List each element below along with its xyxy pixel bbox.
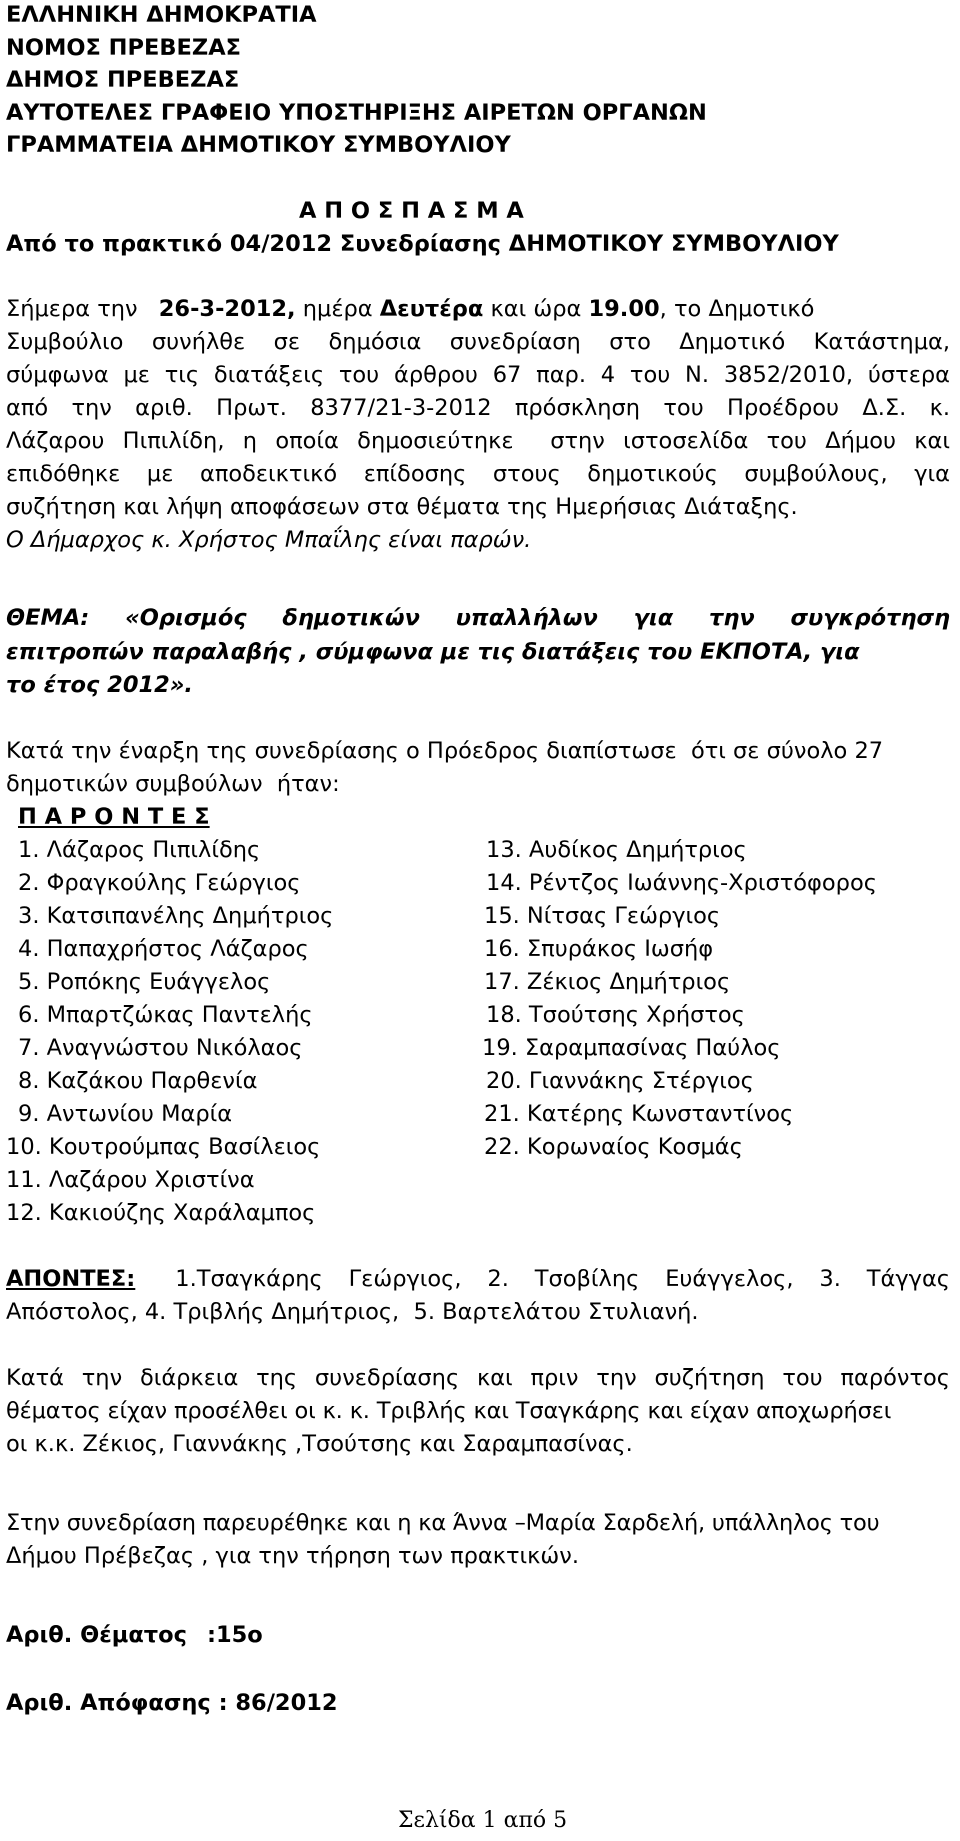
document-title: Α Π Ο Σ Π Α Σ Μ Α [299,198,524,224]
subject-line-2: επιτροπών παραλαβής , σύμφωνα με τις διατάξεις του ΕΚΠΟΤΑ, για [6,639,860,665]
list-item: 3. Κατσιπανέλης Δημήτριος [18,903,334,929]
absent-line-2: Απόστολος, 4. Τριβλής Δημήτριος, 5. Βαρτελάτου Στυλιανή. [6,1299,699,1325]
list-item: 15. Νίτσας Γεώργιος [484,903,721,929]
meeting-hour: 19.00 [588,296,660,322]
list-item: 18. Τσούτσης Χρήστος [486,1002,745,1028]
intro-text: και ώρα [490,296,582,322]
header-line-secretariat: ΓΡΑΜΜΑΤΕΙΑ ΔΗΜΟΤΙΚΟΥ ΣΥΜΒΟΥΛΙΟΥ [6,132,511,158]
intro-line-6: επιδόθηκε με αποδεικτικό επίδοσης στους δημοτικούς συμβούλους, για [6,461,950,487]
absent-line-1 [6,1266,950,1292]
list-item: 17. Ζέκιος Δημήτριος [484,969,731,995]
intro-text: ημέρα [302,296,373,322]
intro-line-5: Λάζαρου Πιπιλίδη, η οποία δημοσιεύτηκε στην ιστοσελίδα του Δήμου και [6,428,950,454]
intro-line-7: συζήτηση και λήψη αποφάσεων στα θέματα της Ημερήσιας Διάταξης. [6,494,798,520]
decision-number: Αριθ. Απόφασης : 86/2012 [6,1690,338,1716]
intro-line-1 [6,296,814,322]
item-number-label: Αριθ. Θέματος [6,1622,187,1648]
list-item: 19. Σαραμπασίνας Παύλος [482,1035,781,1061]
header-line-republic: ΕΛΛΗΝΙΚΗ ΔΗΜΟΚΡΑΤΙΑ [6,2,317,28]
list-item: 9. Αντωνίου Μαρία [18,1101,233,1127]
list-item: 22. Κορωναίος Κοσμάς [484,1134,743,1160]
attendance-intro-line-1: Κατά την έναρξη της συνεδρίασης ο Πρόεδρος διαπίστωσε ότι σε σύνολο 27 [6,738,884,764]
absent-text: 1.Τσαγκάρης Γεώργιος, 2. Τσοβίλης Ευάγγελος, 3. Τάγγας [175,1266,950,1292]
list-item: 21. Κατέρης Κωνσταντίνος [484,1101,794,1127]
list-item: 1. Λάζαρος Πιπιλίδης [18,837,261,863]
list-item: 4. Παπαχρήστος Λάζαρος [18,936,309,962]
list-item: 11. Λαζάρου Χριστίνα [6,1167,255,1193]
list-item: 7. Αναγνώστου Νικόλαος [18,1035,303,1061]
intro-text: Σήμερα την [6,296,138,322]
subject-line-3: το έτος 2012». [6,672,193,698]
list-item: 16. Σπυράκος Ιωσήφ [484,936,714,962]
list-item: 12. Κακιούζης Χαράλαμπος [6,1200,316,1226]
list-item: 8. Καζάκου Παρθενία [18,1068,258,1094]
list-item: 13. Αυδίκος Δημήτριος [486,837,747,863]
item-number-value: :15ο [207,1622,263,1648]
clerk-line-2: Δήμου Πρέβεζας , για την τήρηση των πρακτικών. [6,1543,579,1569]
meeting-date: 26-3-2012, [158,296,296,322]
list-item: 10. Κουτρούμπας Βασίλειος [6,1134,321,1160]
list-item: 5. Ροπόκης Ευάγγελος [18,969,271,995]
header-line-municipality: ΔΗΜΟΣ ΠΡΕΒΕΖΑΣ [6,67,240,93]
list-item: 14. Ρέντζος Ιωάννης-Χριστόφορος [486,870,877,896]
during-line-1: Κατά την διάρκεια της συνεδρίασης και πριν την συζήτηση του παρόντος [6,1365,950,1391]
list-item: 2. Φραγκούλης Γεώργιος [18,870,301,896]
present-label: Π Α Ρ Ο Ν Τ Ε Σ [18,804,210,830]
list-item: 6. Μπαρτζώκας Παντελής [18,1002,313,1028]
intro-text: , το Δημοτικό [659,296,815,322]
document-subtitle: Από το πρακτικό 04/2012 Συνεδρίασης ΔΗΜΟΤΙΚΟΥ ΣΥΜΒΟΥΛΙΟΥ [6,231,839,257]
meeting-day: Δευτέρα [379,296,484,322]
header-line-office: ΑΥΤΟΤΕΛΕΣ ΓΡΑΦΕΙΟ ΥΠΟΣΤΗΡΙΞΗΣ ΑΙΡΕΤΩΝ ΟΡΓΑΝΩΝ [6,100,707,126]
absent-label: ΑΠΟΝΤΕΣ: [6,1266,136,1292]
mayor-present: Ο Δήμαρχος κ. Χρήστος Μπαΐλης είναι παρών. [6,527,532,553]
during-line-2: θέματος είχαν προσέλθει οι κ. κ. Τριβλής και Τσαγκάρης και είχαν αποχωρήσει [6,1398,892,1424]
header-line-prefecture: ΝΟΜΟΣ ΠΡΕΒΕΖΑΣ [6,35,241,61]
subject-line-1: ΘΕΜΑ: «Ορισμός δημοτικών υπαλλήλων για την συγκρότηση [6,605,950,631]
during-line-3: οι κ.κ. Ζέκιος, Γιαννάκης ,Τσούτσης και Σαραμπασίνας. [6,1431,633,1457]
clerk-line-1: Στην συνεδρίαση παρευρέθηκε και η κα Άννα –Μαρία Σαρδελή, υπάλληλος του [6,1510,880,1536]
intro-line-2: Συμβούλιο συνήλθε σε δημόσια συνεδρίαση στο Δημοτικό Κατάστημα, [6,329,950,355]
list-item: 20. Γιαννάκης Στέργιος [486,1068,754,1094]
intro-line-3: σύμφωνα με τις διατάξεις του άρθρου 67 παρ. 4 του Ν. 3852/2010, ύστερα [6,362,950,388]
attendance-intro-line-2: δημοτικών συμβούλων ήταν: [6,771,340,797]
page-number: Σελίδα 1 από 5 [398,1808,568,1833]
intro-line-4: από την αριθ. Πρωτ. 8377/21-3-2012 πρόσκληση του Προέδρου Δ.Σ. κ. [6,395,950,421]
